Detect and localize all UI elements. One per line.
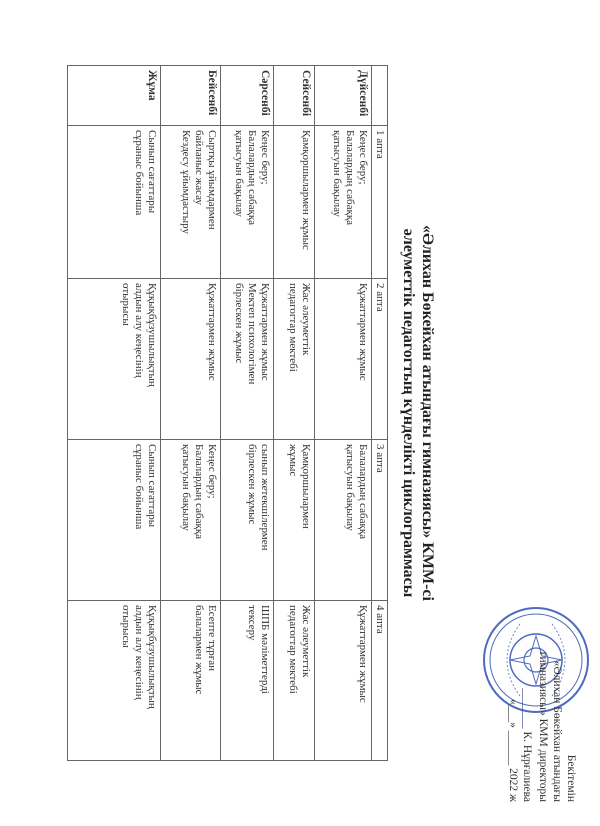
approval-signer-row xyxy=(520,602,534,802)
table-header-row xyxy=(372,66,388,761)
table-cell xyxy=(315,279,372,440)
cell-line: қатысуын бақылау xyxy=(233,130,245,217)
day-label: Бейсенбі xyxy=(161,66,221,126)
table-cell xyxy=(161,601,221,761)
table-cell xyxy=(68,601,161,761)
cell-line: Кездесу ұйымдастыру xyxy=(180,130,192,234)
table-row xyxy=(68,66,161,761)
cell-line: Балалардың сабаққа xyxy=(193,444,205,540)
cell-line: алдын алу кеңесінің xyxy=(133,605,145,700)
cell-line: қатысуын бақылау xyxy=(331,130,343,217)
table-row xyxy=(161,66,221,761)
cell-line: Қамқоршылармен xyxy=(300,444,312,529)
table-cell xyxy=(221,601,274,761)
table-cell xyxy=(68,440,161,601)
cell-line: педагогтар мектебі xyxy=(287,605,299,694)
approval-date: «___» ______ 2022 ж xyxy=(507,699,519,802)
cell-line: Кеңес беру; xyxy=(206,444,218,499)
header-corner xyxy=(372,66,388,126)
header-week-1: 1 апта xyxy=(372,126,388,279)
cell-line: бірлескен жұмыс xyxy=(233,283,245,364)
table-cell xyxy=(161,279,221,440)
cell-line: қатысуын бақылау xyxy=(180,444,192,531)
table-cell xyxy=(68,126,161,279)
approval-block xyxy=(506,602,578,802)
cell-line: алдын алу кеңесінің xyxy=(133,283,145,378)
page-title xyxy=(399,90,437,736)
cell-line: Жас әлеуметтік xyxy=(300,605,312,678)
approval-signer: К. Нұрғалиева xyxy=(521,731,533,802)
approval-heading: Бекітемін xyxy=(565,754,577,802)
table-cell xyxy=(161,440,221,601)
cell-line: Құжаттармен жұмыс xyxy=(206,283,218,381)
header-week-2: 2 апта xyxy=(372,279,388,440)
cell-line: байланыс жасау xyxy=(193,130,205,205)
table-cell xyxy=(274,440,315,601)
cell-line: жұмыс xyxy=(287,444,299,477)
title-line-2: әлеуметтік педагогтың күнделікті циклограммасы xyxy=(400,228,417,598)
cell-line: сұраныс бойынша xyxy=(133,444,145,530)
table-cell xyxy=(221,440,274,601)
table-cell xyxy=(274,279,315,440)
table-row xyxy=(274,66,315,761)
cell-line: Балалардың сабаққа xyxy=(246,130,258,226)
signature: _______ xyxy=(521,688,533,729)
header-week-3: 3 апта xyxy=(372,440,388,601)
cell-line: сұраныс бойынша xyxy=(133,130,145,216)
day-label: Сәрсенбі xyxy=(221,66,274,126)
cell-line: Сынып сағаттары xyxy=(146,130,158,214)
cell-line: бірлескен жұмыс xyxy=(246,444,258,525)
cell-line: Құжаттармен жұмыс xyxy=(357,605,369,703)
cell-line: Құжаттармен жұмыс xyxy=(259,283,271,381)
table-row xyxy=(221,66,274,761)
cell-line: балалармен жұмыс xyxy=(193,605,205,695)
cell-line: отырысы xyxy=(120,283,132,326)
cell-line: Құжаттармен жұмыс xyxy=(357,283,369,381)
cyclogram-table xyxy=(67,65,388,761)
approval-school: «Әлихан Бөкейхан атындағы xyxy=(551,660,563,802)
cell-line: Құқықбұзушылықтың xyxy=(146,605,158,709)
day-label: Сейсенбі xyxy=(274,66,315,126)
cell-line: Қамқоршылармен жұмыс xyxy=(300,130,312,250)
table-cell xyxy=(315,440,372,601)
cell-line: Сыртқы ұйымдармен xyxy=(206,130,218,230)
table-cell xyxy=(68,279,161,440)
title-line-1: «Әлихан Бөкейхан атындағы гимназиясы» КММ-сі xyxy=(419,225,436,601)
table-cell xyxy=(221,126,274,279)
cell-line: Кеңес беру; xyxy=(259,130,271,185)
cell-line: Кеңес беру; xyxy=(357,130,369,185)
day-label: Дүйсенбі xyxy=(315,66,372,126)
table-cell xyxy=(274,126,315,279)
table-row xyxy=(315,66,372,761)
cell-line: Балалардың сабаққа xyxy=(357,444,369,540)
cell-line: Балалардың сабаққа xyxy=(344,130,356,226)
table-cell xyxy=(315,601,372,761)
cell-line: қатысуын бақылау xyxy=(344,444,356,531)
table-cell xyxy=(315,126,372,279)
approval-position: гимназиясы» КММ директоры xyxy=(537,651,549,802)
cell-line: отырысы xyxy=(120,605,132,648)
cell-line: Жас әлеуметтік xyxy=(300,283,312,356)
cell-line: тексеру xyxy=(246,605,258,641)
table-cell xyxy=(221,279,274,440)
cell-line: Мектеп психологімен xyxy=(246,283,258,385)
cell-line: Құқықбұзушылықтың xyxy=(146,283,158,387)
header-week-4: 4 апта xyxy=(372,601,388,761)
cell-line: педагогтар мектебі xyxy=(287,283,299,372)
cell-line: ШПБ мәліметтерді xyxy=(259,605,271,694)
table-cell xyxy=(274,601,315,761)
table-cell xyxy=(161,126,221,279)
day-label: Жұма xyxy=(68,66,161,126)
cell-line: Сынып сағаттары xyxy=(146,444,158,528)
cell-line: сынып жетекшілермен xyxy=(259,444,271,551)
cell-line: Есепте тұрған xyxy=(206,605,218,672)
